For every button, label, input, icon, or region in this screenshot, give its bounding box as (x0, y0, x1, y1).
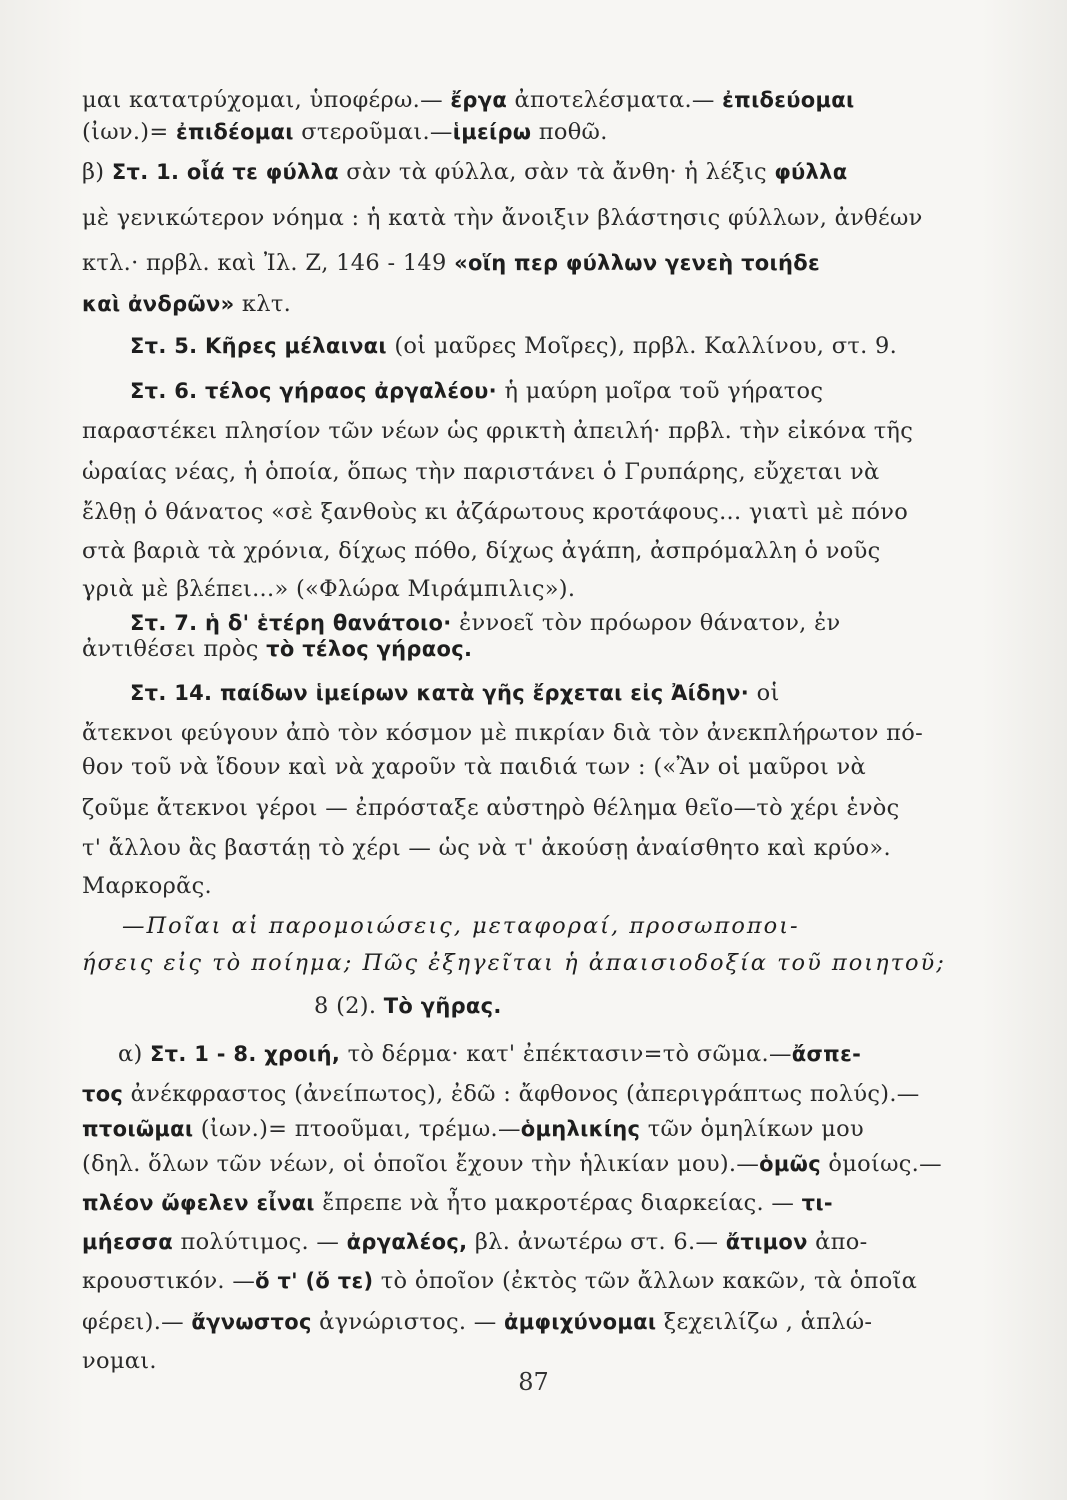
text-span: κατατρύχομαι, ὑποφέρω.— (129, 87, 451, 113)
text-span: ζοῦμε ἄτεκνοι γέροι — ἐπρόσταξε αὐστηρὸ θέλημα θεῖο—τὸ χέρι ἑνὸς (82, 795, 900, 821)
text-span: β) (82, 159, 112, 185)
bold-term: ὁμῶς (759, 1152, 821, 1176)
bold-term: ἄτιμον (725, 1230, 808, 1254)
text-line (82, 631, 917, 667)
text-line (82, 571, 917, 607)
text-span: ἐννοεῖ τὸν πρόωρον θάνατον, ἐν (459, 610, 841, 636)
text-line (82, 494, 917, 530)
text-line (82, 1076, 920, 1112)
text-span: ξεχειλίζω , ἁπλώ- (656, 1309, 873, 1335)
bold-term: ἱμείρω (452, 120, 532, 144)
bold-term: τι- (801, 1191, 833, 1215)
text-line (82, 868, 917, 904)
bold-term: τὸ τέλος γήραος. (266, 637, 473, 661)
text-line (82, 945, 946, 981)
text-span: ἄτεκνοι φεύγουν ἀπὸ τὸν κόσμον μὲ πικρίαν διὰ τὸν ἀνεκπλήρωτον πό- (82, 720, 924, 746)
text-span: (οἱ μαῦρες Μοῖρες), πρβλ. Καλλίνου, στ. 9. (386, 333, 898, 359)
text-line (82, 830, 917, 866)
bold-term: ὅ τ' (ὅ τε) (255, 1269, 374, 1293)
bold-term: Τὸ γῆρας. (383, 994, 502, 1018)
text-line (82, 413, 917, 449)
text-span: ὡραίας νέας, ἡ ὁποία, ὅπως τὴν παριστάνει ὁ Γρυπάρης, εὔχεται νὰ (82, 459, 880, 485)
bold-term: ἐπιδέομαι (175, 120, 294, 144)
text-line (314, 988, 917, 1024)
text-span: στὰ βαριὰ τὰ χρόνια, δίχως πόθο, δίχως ἀγάπη, ἀσπρόμαλλη ὁ νοῦς (82, 538, 881, 564)
bold-term: Στ. 1. οἷά τε φύλλα (111, 160, 339, 184)
bold-term: ἀργαλέος, (346, 1230, 468, 1254)
text-line (82, 154, 917, 190)
text-span: ἀποτελέσματα.— (507, 87, 723, 113)
text-span: πολύτιμος. — (173, 1229, 347, 1255)
text-line (82, 1111, 917, 1147)
page-number: 87 (518, 1368, 549, 1396)
text-line (82, 1304, 917, 1340)
text-span: ἀνέκφραστος (ἀνείπωτος), ἐδῶ : ἄφθονος (ἀπεριγράπτως πολύς).— (123, 1081, 920, 1107)
text-span: τὸ ὁποῖον (ἐκτὸς τῶν ἄλλων κακῶν, τὰ ὁποῖα (373, 1268, 918, 1294)
text-span: ὁμοίως.— (820, 1151, 942, 1177)
text-line (82, 114, 917, 150)
italic-text: —Ποῖαι αἱ παρομοιώσεις, μεταφοραί, προσωποποι- (122, 913, 800, 939)
text-line (82, 790, 917, 826)
text-line (82, 454, 917, 490)
text-line (130, 373, 917, 409)
text-span: Μαρκορᾶς. (82, 873, 212, 899)
text-line (118, 1036, 917, 1072)
text-span: σὰν τὰ φύλλα, σὰν τὰ ἄνθη· ἡ λέξις (338, 159, 775, 185)
bold-term: ὁμηλικίης (520, 1117, 641, 1141)
text-span: παραστέκει πλησίον τῶν νέων ὡς φρικτὴ ἀπειλή· πρβλ. τὴν εἰκόνα τῆς (82, 418, 914, 444)
text-span: τ' ἄλλου ἂς βαστάῃ τὸ χέρι — ὡς νὰ τ' ἀκούσῃ ἀναίσθητο καὶ κρύο». (82, 835, 891, 861)
text-line (82, 1263, 917, 1299)
text-line (82, 1185, 917, 1221)
text-line (82, 286, 917, 322)
bold-term: Στ. 6. τέλος γήραος ἀργαλέου· (130, 379, 505, 403)
italic-text: ήσεις εἰς τὸ ποίημα; Πῶς ἐξηγεῖται ἡ ἀπαισιοδοξία τοῦ ποιητοῦ; (82, 950, 946, 976)
text-line (82, 245, 917, 281)
bold-term: Στ. 14. παίδων ἱμείρων κατὰ γῆς ἔρχεται εἰς Ἀίδην· (130, 681, 757, 705)
text-span: (ἰων.)= (82, 119, 176, 145)
text-span: μὲ γενικώτερον νόημα : ἡ κατὰ τὴν ἄνοιξιν βλάστησις φύλλων, ἀνθέων (82, 205, 923, 231)
text-line (122, 908, 917, 944)
text-span: α) (118, 1041, 151, 1067)
text-line (82, 82, 917, 118)
text-span: ἡ μαύρη μοῖρα τοῦ γήρατος (504, 378, 824, 404)
text-line (82, 533, 917, 569)
text-span: τῶν ὁμηλίκων μου (640, 1116, 864, 1142)
text-line (130, 328, 917, 364)
bold-term: Στ. 7. ἡ δ' ἑτέρη θανάτοιο· (130, 611, 460, 635)
text-span: βλ. ἀνωτέρω στ. 6.— (467, 1229, 726, 1255)
text-span: (δηλ. ὅλων τῶν νέων, οἱ ὁποῖοι ἔχουν τὴν ἡλικίαν μου).— (82, 1151, 760, 1177)
bold-term: πλέον ὤφελεν εἶναι (82, 1191, 315, 1215)
text-span: (ἰων.)= πτοοῦμαι, τρέμω.— (193, 1116, 521, 1142)
text-span: ἔπρεπε νὰ ἦτο μακροτέρας διαρκείας. — (314, 1190, 802, 1216)
bold-term: ἄγνωστος (191, 1310, 312, 1334)
bold-term: ἐπιδεύομαι (722, 88, 855, 112)
text-span: ἔλθῃ ὁ θάνατος «σὲ ξανθοὺς κι ἀζάρωτους κροτάφους... γιατὶ μὲ πόνο (82, 499, 909, 525)
text-span: ἀπο- (807, 1229, 868, 1255)
text-span: ποθῶ. (531, 119, 608, 145)
text-span: νομαι. (82, 1348, 157, 1374)
bold-term: «οἵη περ φύλλων γενεὴ τοιήδε (454, 251, 820, 275)
bold-term: πτοιῶμαι (82, 1117, 194, 1141)
bold-term: Στ. 5. Κῆρες μέλαιναι (130, 334, 387, 358)
bold-term: ἀμφιχύνομαι (504, 1310, 657, 1334)
text-span: ἀντιθέσει πρὸς (82, 636, 267, 662)
text-span: κρουστικόν. — (82, 1268, 256, 1294)
text-line (82, 1146, 942, 1182)
text-span: μαι (82, 87, 129, 113)
bold-term: μήεσσα (82, 1230, 174, 1254)
text-span: φέρει).— (82, 1309, 192, 1335)
bold-term: καὶ ἀνδρῶν» (82, 292, 235, 316)
text-line (82, 749, 917, 785)
bold-term: Στ. 1 - 8. χροιή, (150, 1042, 341, 1066)
text-line (82, 715, 924, 751)
bold-term: ἄσπε- (791, 1042, 862, 1066)
text-line (82, 200, 923, 236)
bold-term: φύλλα (774, 160, 848, 184)
text-span: ἀγνώριστος. — (311, 1309, 505, 1335)
text-span: τὸ δέρμα· κατ' ἐπέκτασιν=τὸ σῶμα.— (340, 1041, 792, 1067)
text-span: στεροῦμαι.— (293, 119, 453, 145)
text-span: γριὰ μὲ βλέπει...» («Φλώρα Μιράμπιλις»). (82, 576, 576, 602)
text-span: οἱ (756, 680, 780, 706)
text-span: θον τοῦ νὰ ἴδουν καὶ νὰ χαροῦν τὰ παιδιά των : («Ἂν οἱ μαῦροι νὰ (82, 754, 866, 780)
bold-term: ἔργα (450, 88, 508, 112)
text-span: κτλ.· πρβλ. καὶ Ἰλ. Ζ, 146 - 149 (82, 250, 455, 276)
text-span: κλτ. (234, 291, 292, 317)
bold-term: τος (82, 1082, 124, 1106)
text-span: 8 (2). (314, 993, 384, 1019)
text-line (82, 1224, 917, 1260)
text-line (130, 675, 917, 711)
